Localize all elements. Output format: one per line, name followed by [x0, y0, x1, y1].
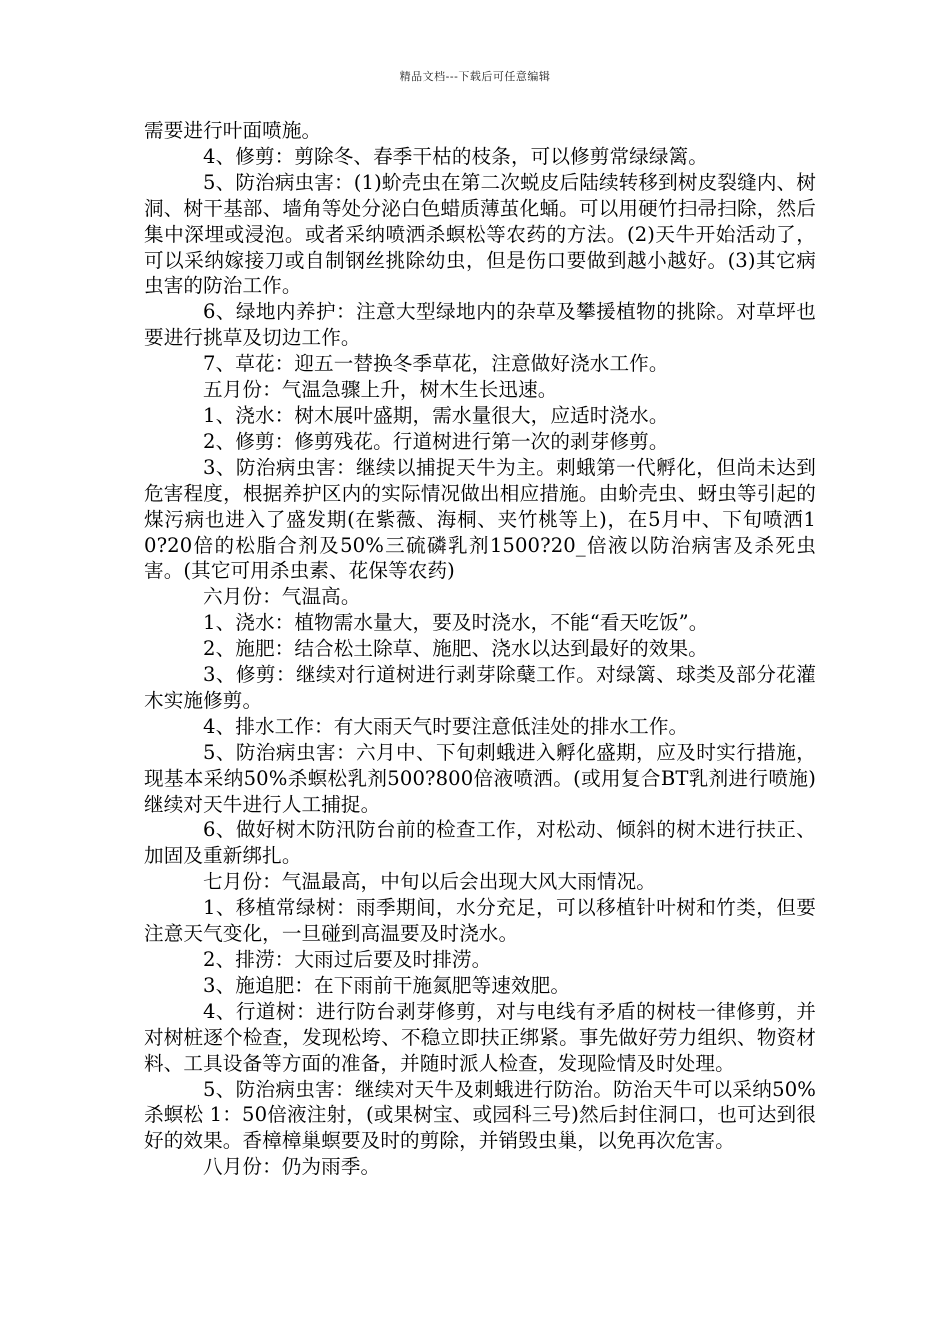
section-heading-august: 八月份：仍为雨季。 [203, 1155, 381, 1179]
paragraph: 3、修剪：继续对行道树进行剥芽除蘖工作。对绿篱、球类及部分花灌木实施修剪。 [144, 663, 816, 712]
paragraph: 4、行道树：进行防台剥芽修剪，对与电线有矛盾的树枝一律修剪，并对树桩逐个检查，发现松垮、不稳立即扶正绑紧。事先做好劳力组织、物资材料、工具设备等方面的准备，并随时派人检查，发现险情及时处理。 [144, 999, 816, 1075]
paragraph: 3、施追肥：在下雨前干施氮肥等速效肥。 [203, 973, 571, 997]
paragraph: 4、修剪：剪除冬、春季干枯的枝条，可以修剪常绿绿篱。 [203, 144, 708, 168]
paragraph: 1、浇水：植物需水量大，要及时浇水，不能“看天吃饭”。 [203, 611, 709, 635]
paragraph: 5、防治病虫害：(1)蚧壳虫在第二次蜕皮后陆续转移到树皮裂缝内、树洞、树干基部、墙角等处分泌白色蜡质薄茧化蛹。可以用硬竹扫帚扫除，然后集中深埋或浸泡。或者采纳喷洒杀螟松等农药的方法。(2)天牛开始活动了，可以采纳嫁接刀或自制钢丝挑除幼虫，但是伤口要做到越小越好。(3)其它病虫害的防治工作。 [144, 170, 816, 298]
paragraph: 6、做好树木防汛防台前的检查工作，对松动、倾斜的树木进行扶正、加固及重新绑扎。 [144, 818, 816, 868]
section-heading-june: 六月份：气温高。 [203, 585, 361, 609]
paragraph: 4、排水工作：有大雨天气时要注意低洼处的排水工作。 [203, 714, 689, 738]
paragraph: 6、绿地内养护：注意大型绿地内的杂草及攀援植物的挑除。对草坪也要进行挑草及切边工作。 [144, 300, 816, 350]
document-body [144, 118, 816, 1180]
paragraph: 5、防治病虫害：六月中、下旬刺蛾进入孵化盛期，应及时实行措施，现基本采纳50%杀螟松乳剂500?800倍液喷洒。(或用复合BT乳剂进行喷施)继续对天牛进行人工捕捉。 [144, 740, 816, 816]
paragraph: 1、移植常绿树：雨季期间，水分充足，可以移植针叶树和竹类，但要注意天气变化，一旦碰到高温要及时浇水。 [144, 896, 816, 946]
paragraph: 3、防治病虫害：继续以捕捉天牛为主。刺蛾第一代孵化，但尚未达到危害程度，根据养护区内的实际情况做出相应措施。由蚧壳虫、蚜虫等引起的煤污病也进入了盛发期(在紫薇、海桐、夹竹桃等上)，在5月中、下旬喷洒10?20倍的松脂合剂及50%三硫磷乳剂1500?20_倍液以防治病害及杀死虫害。(其它可用杀虫素、花保等农药) [144, 455, 816, 583]
paragraph: 5、防治病虫害：继续对天牛及刺蛾进行防治。防治天牛可以采纳50%杀螟松 1：50倍液注射，(或果树宝、或园科三号)然后封住洞口，也可达到很好的效果。香樟樟巢螟要及时的剪除，并销毁虫巢，以免再次危害。 [144, 1077, 816, 1153]
paragraph: 1、浇水：树木展叶盛期，需水量很大，应适时浇水。 [203, 403, 669, 427]
paragraph: 2、施肥：结合松土除草、施肥、浇水以达到最好的效果。 [203, 637, 708, 661]
section-heading-may: 五月份：气温急骤上升，树木生长迅速。 [203, 378, 558, 402]
section-heading-july: 七月份：气温最高，中旬以后会出现大风大雨情况。 [203, 870, 656, 894]
paragraph: 需要进行叶面喷施。 [144, 119, 322, 142]
paragraph: 2、排涝：大雨过后要及时排涝。 [203, 948, 492, 971]
paragraph: 7、草花：迎五一替换冬季草花，注意做好浇水工作。 [203, 352, 669, 376]
page-header: 精品文档---下载后可任意编辑 [399, 70, 551, 83]
paragraph: 2、修剪：修剪残花。行道树进行第一次的剥芽修剪。 [203, 429, 669, 453]
